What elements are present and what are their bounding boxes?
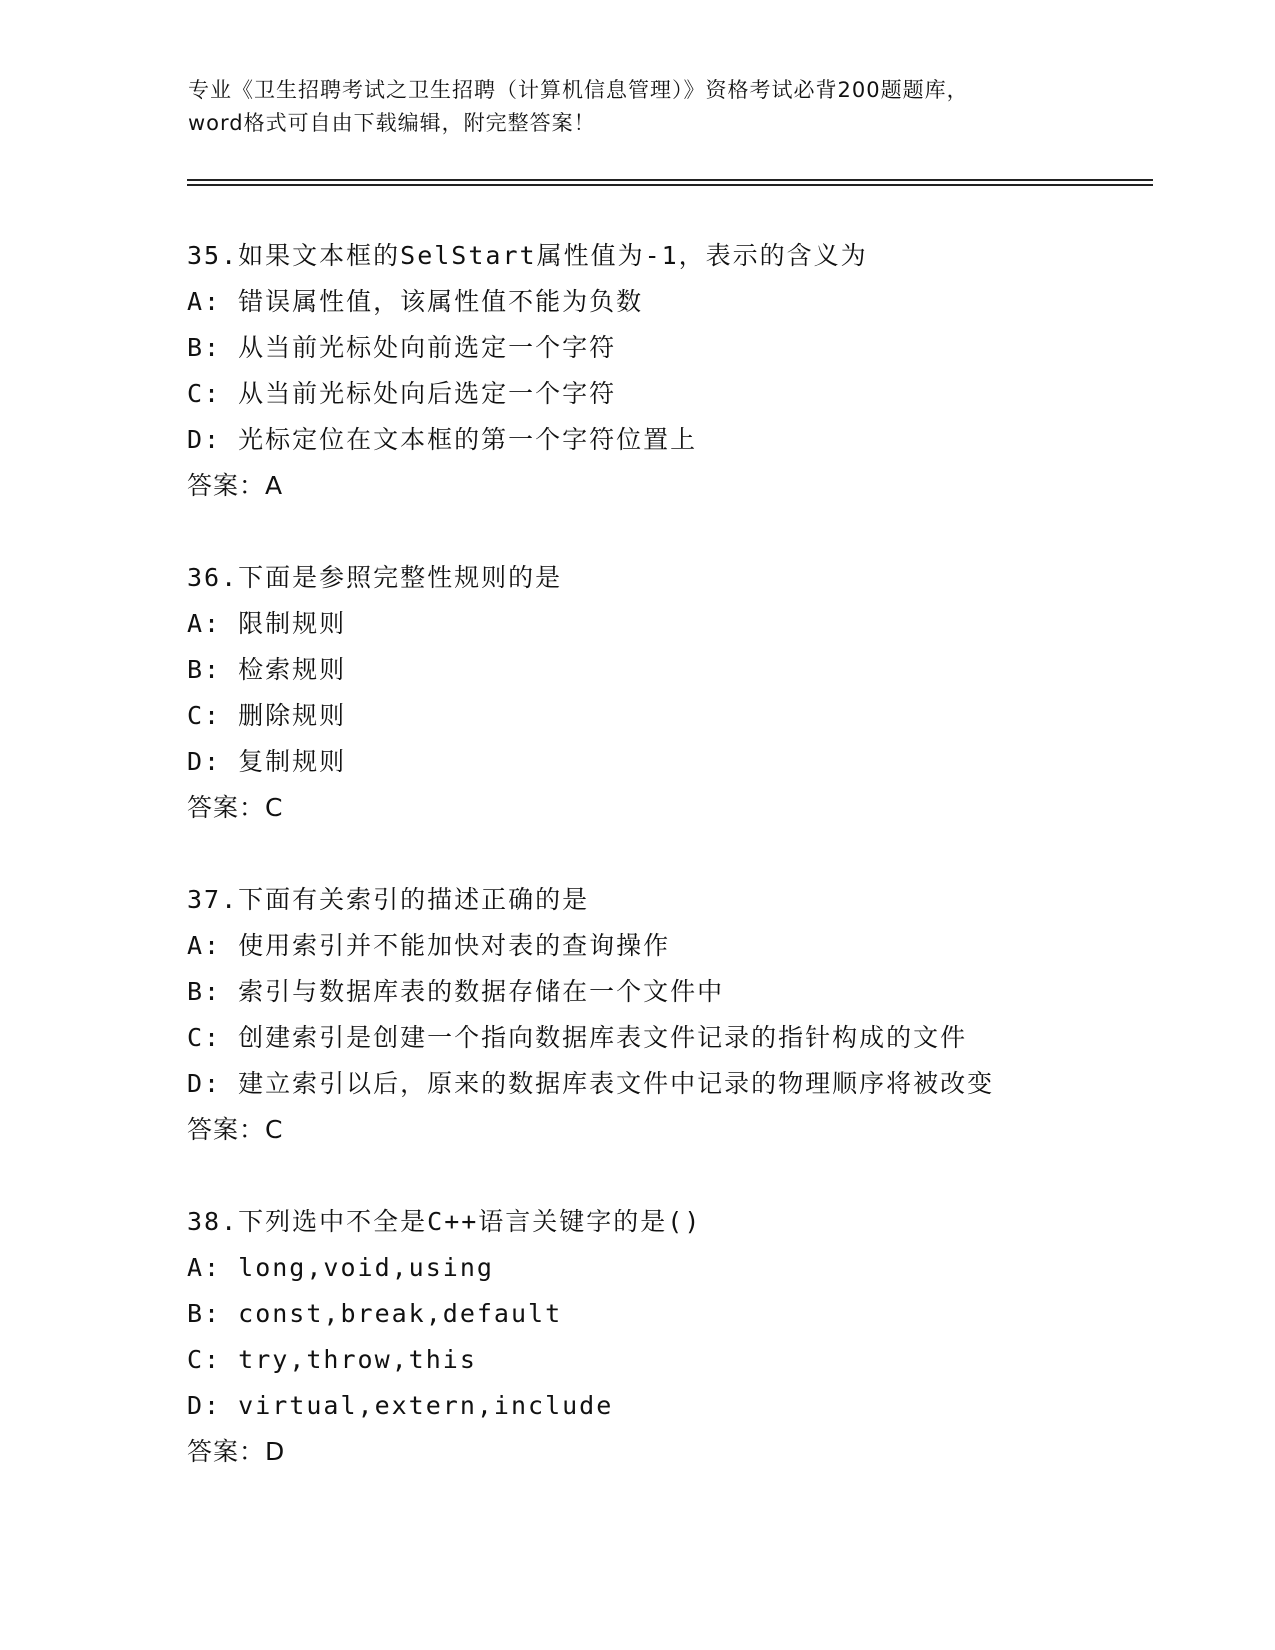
option-d: D: 光标定位在文本框的第一个字符位置上	[187, 425, 698, 454]
option-d: D: 复制规则	[187, 747, 347, 776]
option-b: B: 检索规则	[187, 655, 347, 684]
option-b: B: 从当前光标处向前选定一个字符	[187, 333, 617, 362]
question-36	[187, 555, 1147, 831]
header-line-2: word格式可自由下载编辑，附完整答案！	[188, 111, 596, 135]
answer: 答案：D	[187, 1437, 286, 1466]
question-35	[187, 233, 1147, 509]
question-stem: 37.下面有关索引的描述正确的是	[187, 885, 590, 914]
header-divider-bottom	[187, 184, 1153, 186]
document-header	[188, 74, 1088, 140]
option-a: A: 使用索引并不能加快对表的查询操作	[187, 931, 671, 960]
question-stem: 38.下列选中不全是C++语言关键字的是()	[187, 1207, 702, 1236]
option-b: B: const,break,default	[187, 1299, 563, 1328]
option-d: D: virtual,extern,include	[187, 1391, 614, 1420]
answer: 答案：C	[187, 1115, 284, 1144]
option-a: A: long,void,using	[187, 1253, 494, 1282]
header-line-1: 专业《卫生招聘考试之卫生招聘（计算机信息管理）》资格考试必背200题题库，	[188, 78, 969, 102]
option-c: C: 删除规则	[187, 701, 347, 730]
answer: 答案：A	[187, 471, 284, 500]
option-b: B: 索引与数据库表的数据存储在一个文件中	[187, 977, 725, 1006]
question-stem: 35.如果文本框的SelStart属性值为-1，表示的含义为	[187, 241, 868, 270]
question-37	[187, 877, 1147, 1153]
header-divider-top	[187, 179, 1153, 181]
question-list	[187, 233, 1147, 1521]
option-a: A: 错误属性值，该属性值不能为负数	[187, 287, 644, 316]
option-c: C: 从当前光标处向后选定一个字符	[187, 379, 617, 408]
question-stem: 36.下面是参照完整性规则的是	[187, 563, 563, 592]
option-d: D: 建立索引以后，原来的数据库表文件中记录的物理顺序将被改变	[187, 1069, 995, 1098]
option-c: C: 创建索引是创建一个指向数据库表文件记录的指针构成的文件	[187, 1023, 968, 1052]
option-c: C: try,throw,this	[187, 1345, 477, 1374]
answer: 答案：C	[187, 793, 284, 822]
question-38	[187, 1199, 1147, 1475]
option-a: A: 限制规则	[187, 609, 347, 638]
